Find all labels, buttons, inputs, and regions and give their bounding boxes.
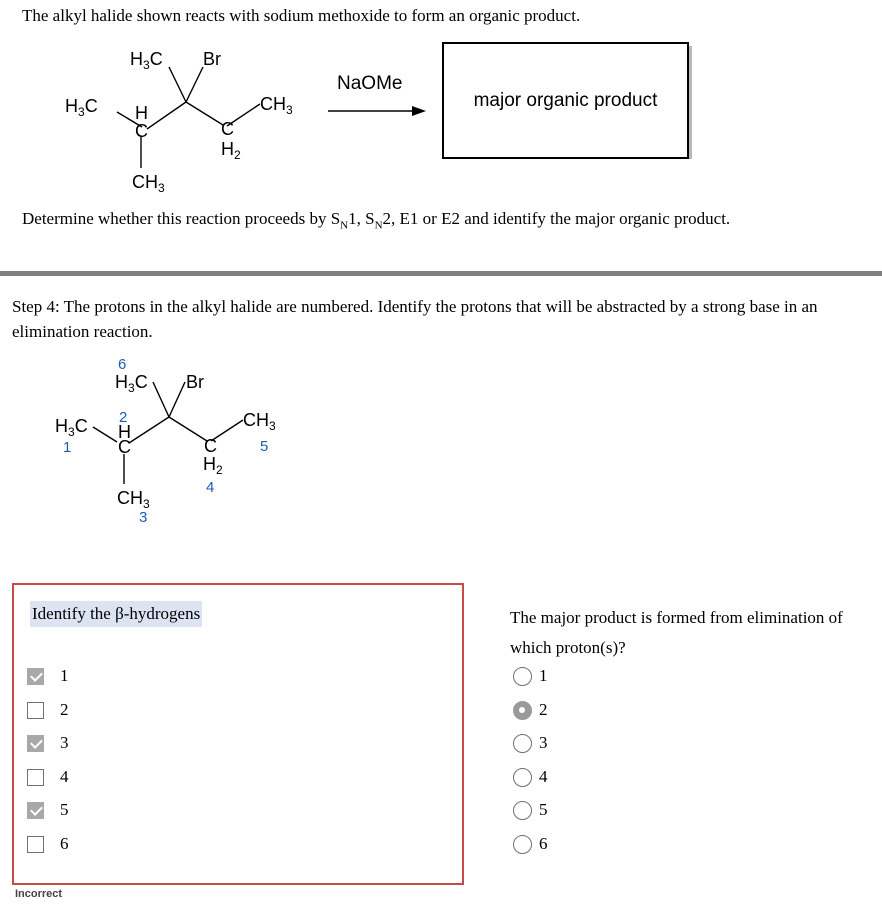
proton-number-4: 4 bbox=[206, 479, 215, 496]
step-4-instructions: Step 4: The protons in the alkyl halide are numbered. Identify the protons that will be abstracted by a strong base in an elimination reaction. bbox=[12, 297, 818, 341]
feedback-incorrect: Incorrect bbox=[15, 888, 63, 900]
radio-selected-icon[interactable] bbox=[513, 701, 532, 720]
h2-label: $H_2$ bbox=[203, 454, 223, 477]
reagent-label: NaOMe bbox=[337, 73, 403, 94]
c-label: C bbox=[135, 121, 148, 141]
h2-label: $H_2$ bbox=[221, 139, 241, 162]
beta-option-2[interactable] bbox=[27, 698, 69, 722]
h3c-left-label: $H_3C$ bbox=[55, 416, 88, 439]
ch3-right-label: $CH_3$ bbox=[260, 94, 293, 117]
proton-choice-5[interactable] bbox=[513, 798, 548, 822]
checkbox-checked-icon[interactable] bbox=[27, 735, 44, 752]
beta-option-6[interactable] bbox=[27, 832, 69, 856]
h3c-left-label: $H_3C$ bbox=[65, 96, 98, 119]
checkbox-unchecked-icon[interactable] bbox=[27, 769, 44, 786]
product-box-label: major organic product bbox=[473, 89, 658, 111]
radio-unselected-icon[interactable] bbox=[513, 667, 532, 686]
proton-number-3: 3 bbox=[139, 509, 148, 526]
option-label: 4 bbox=[539, 767, 548, 786]
section-divider bbox=[0, 271, 882, 276]
option-label: 3 bbox=[539, 733, 548, 752]
product-box bbox=[442, 42, 689, 159]
option-label: 5 bbox=[60, 800, 69, 819]
proton-choice-3[interactable] bbox=[513, 731, 548, 755]
option-label: 3 bbox=[60, 733, 69, 752]
h-label: H bbox=[118, 422, 131, 442]
beta-option-3[interactable] bbox=[27, 731, 69, 755]
ch2-c-label: C bbox=[204, 436, 217, 456]
radio-unselected-icon[interactable] bbox=[513, 835, 532, 854]
option-label: 4 bbox=[60, 767, 69, 786]
radio-unselected-icon[interactable] bbox=[513, 801, 532, 820]
option-label: 6 bbox=[539, 834, 548, 853]
h-label: H bbox=[135, 103, 148, 123]
beta-hydrogen-prompt: Identify the β-hydrogens bbox=[30, 601, 202, 627]
ch3-right-label: $CH_3$ bbox=[243, 410, 276, 433]
option-label: 6 bbox=[60, 834, 69, 853]
beta-hydrogen-panel bbox=[12, 583, 464, 885]
option-label: 2 bbox=[60, 700, 69, 719]
checkbox-checked-icon[interactable] bbox=[27, 668, 44, 685]
ch3-bottom-label: $CH_3$ bbox=[117, 488, 150, 511]
h3c-top-label: $H_3C$ bbox=[115, 372, 148, 395]
numbered-alkyl-halide-structure bbox=[45, 352, 305, 532]
radio-unselected-icon[interactable] bbox=[513, 768, 532, 787]
c-label: C bbox=[118, 437, 131, 457]
question-text: Determine whether this reaction proceeds by $S_N1$, $S_N2$, E1 or E2 and identify the major organic product. bbox=[22, 209, 731, 232]
reaction-arrow bbox=[328, 104, 428, 118]
proton-choice-4[interactable] bbox=[513, 765, 548, 789]
checkbox-unchecked-icon[interactable] bbox=[27, 836, 44, 853]
ch3-bottom-label: $CH_3$ bbox=[132, 172, 165, 195]
checkbox-unchecked-icon[interactable] bbox=[27, 702, 44, 719]
option-label: 1 bbox=[539, 666, 548, 685]
proton-number-5: 5 bbox=[260, 438, 269, 455]
checkbox-checked-icon[interactable] bbox=[27, 802, 44, 819]
major-product-question: The major product is formed from elimination of which proton(s)? bbox=[510, 608, 843, 657]
proton-choice-6[interactable] bbox=[513, 832, 548, 856]
option-label: 1 bbox=[60, 666, 69, 685]
br-label: Br bbox=[203, 49, 221, 69]
option-label: 2 bbox=[539, 700, 548, 719]
br-label: Br bbox=[186, 372, 204, 392]
ch2-c-label: C bbox=[221, 119, 234, 139]
proton-number-6: 6 bbox=[118, 356, 127, 373]
beta-option-5[interactable] bbox=[27, 798, 69, 822]
proton-number-1: 1 bbox=[63, 439, 72, 456]
option-label: 5 bbox=[539, 800, 548, 819]
radio-unselected-icon[interactable] bbox=[513, 734, 532, 753]
proton-choice-2[interactable] bbox=[513, 698, 548, 722]
beta-option-1[interactable] bbox=[27, 664, 69, 688]
intro-text: The alkyl halide shown reacts with sodium methoxide to form an organic product. bbox=[22, 6, 581, 25]
beta-option-4[interactable] bbox=[27, 765, 69, 789]
alkyl-halide-structure bbox=[55, 40, 315, 200]
proton-number-2: 2 bbox=[119, 409, 128, 426]
h3c-top-label: $H_3C$ bbox=[130, 49, 163, 72]
proton-choice-1[interactable] bbox=[513, 664, 548, 688]
